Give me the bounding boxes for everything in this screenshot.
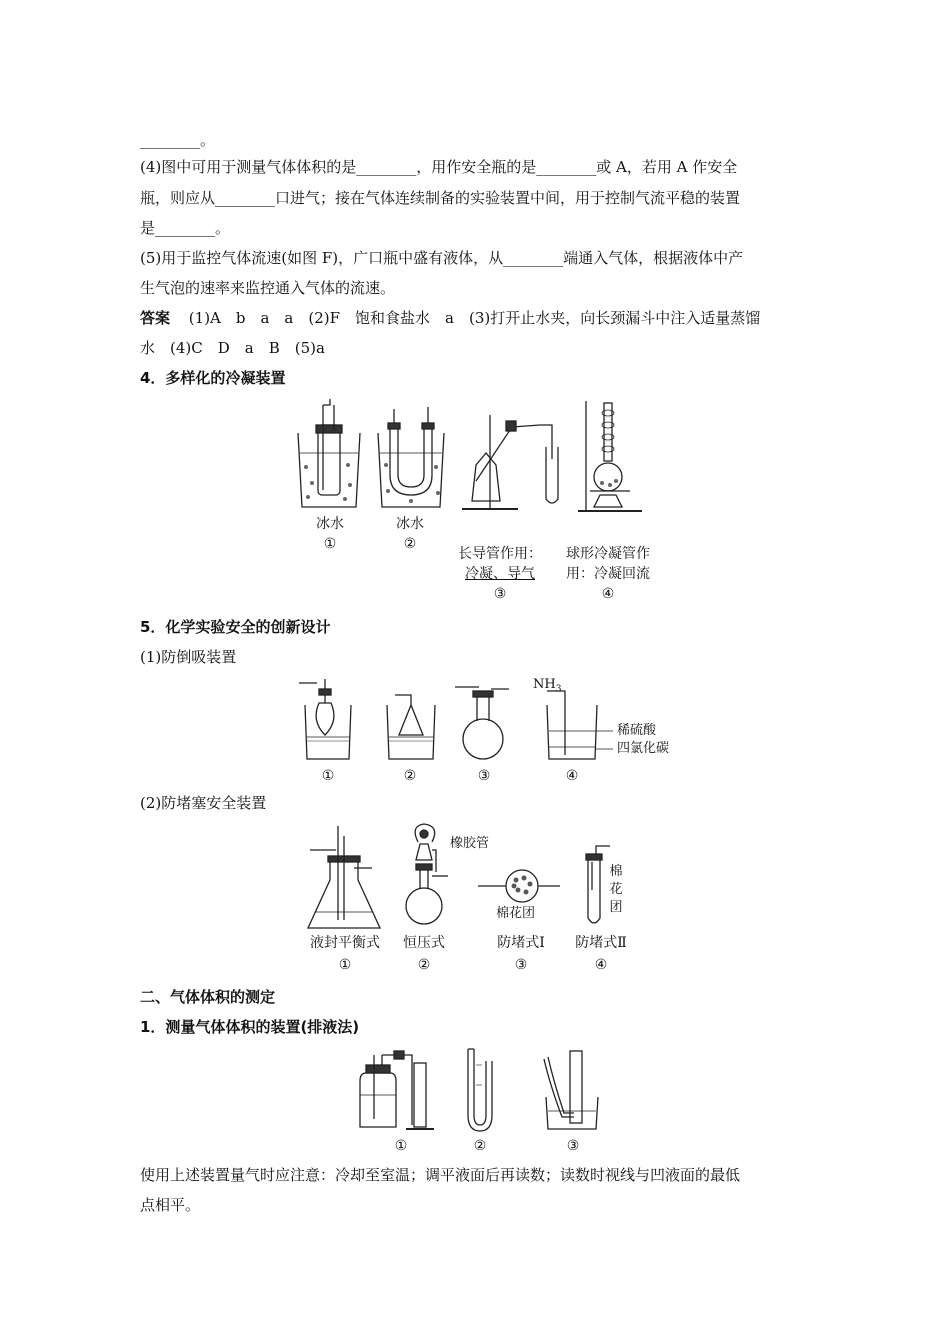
condense-3-line-1: 长导管作用： [458,546,542,562]
note-line-1: 使用上述装置量气时应注意：冷却至室温；调平液面后再读数；读数时视线与凹液面的最低 [140,1166,741,1184]
nh3-sub: 3 [555,684,562,695]
heading-gas-volume-devices: 1．测量气体体积的装置(排液法) [140,1018,360,1036]
question-4-line-3: 是________。 [140,219,231,237]
heading-safety: 5．化学实验安全的创新设计 [140,618,331,636]
note-line-2: 点相平。 [140,1196,201,1214]
dilute-acid-label: 稀硫酸 [617,723,657,738]
antiblock-4-label: 防堵式Ⅱ [575,935,627,951]
cotton-vertical-3: 团 [609,900,623,915]
condense-4-number: ④ [601,586,615,602]
heading-condense: 4．多样化的冷凝装置 [140,369,286,387]
text-line-blank: ________。 [140,131,216,149]
question-4-line-1: (4)图中可用于测量气体体积的是________，用作安全瓶的是________或 A，若用 A 作安全 [140,158,738,176]
antiblock-2-label: 恒压式 [403,935,445,951]
heading-gas-volume: 二、气体体积的测定 [140,988,276,1006]
cotton-label: 棉花团 [496,906,536,921]
condense-3-number: ③ [493,586,507,602]
figure-antisuck [295,675,670,785]
condense-1-number: ① [323,536,337,552]
subheading-antiblock: (2)防堵塞安全装置 [140,794,267,812]
antisuck-drawing [295,675,665,765]
condense-4-line-2 [556,565,660,583]
gasvol-2-number: ② [473,1138,487,1154]
answer-label: 答案 [140,309,171,327]
condense-4-line-2-text: 用：冷凝回流 [566,566,650,582]
question-5-line-2: 生气泡的速率来监控通入气体的流速。 [140,279,396,297]
ccl4-label: 四氯化碳 [617,741,670,756]
answer-line-2: 水 (4)C D a B (5)a [140,339,325,357]
nh3-text: NH [533,677,556,692]
figure-antiblock [300,820,680,980]
antisuck-4-number: ④ [565,768,579,784]
nh3-label [533,677,561,698]
condense-2-number: ② [403,536,417,552]
antiblock-1-label: 液封平衡式 [310,935,380,951]
gasvol-3-number: ③ [566,1138,580,1154]
antisuck-2-number: ② [403,768,417,784]
cotton-vertical-1: 棉 [609,864,623,879]
antiblock-3-number: ③ [514,957,528,973]
rubber-tube-label: 橡胶管 [450,836,490,851]
antisuck-3-number: ③ [477,768,491,784]
answer-line-1 [140,303,812,333]
question-4-line-2: 瓶，则应从________口进气；接在气体连续制备的实验装置中间，用于控制气流平稳的装置 [140,189,741,207]
cotton-vertical-2: 花 [609,882,623,897]
figure-condense [290,395,670,610]
answer-text: (1)A b a a (2)F 饱和食盐水 a (3)打开止水夹，向长颈漏斗中注入适量蒸馏 [188,309,761,327]
condense-1-label: 冰水 [316,516,344,532]
condense-2-label: 冰水 [396,516,424,532]
condense-apparatus-drawing [290,395,670,515]
antiblock-4-number: ④ [594,957,608,973]
antisuck-1-number: ① [321,768,335,784]
condense-3-line-2: 冷凝、导气 [465,566,535,582]
antiblock-3-label: 防堵式Ⅰ [497,935,545,951]
antiblock-1-number: ① [338,957,352,973]
antiblock-2-number: ② [417,957,431,973]
subheading-antisuck: (1)防倒吸装置 [140,648,237,666]
condense-4-line-1: 球形冷凝管作 [566,546,650,562]
figure-gasvol [350,1045,620,1160]
gasvol-1-number: ① [394,1138,408,1154]
question-5-line-1: (5)用于监控气体流速(如图 F)，广口瓶中盛有液体，从________端通入气体，根据液体中产 [140,249,744,267]
gasvol-drawing [350,1045,620,1135]
